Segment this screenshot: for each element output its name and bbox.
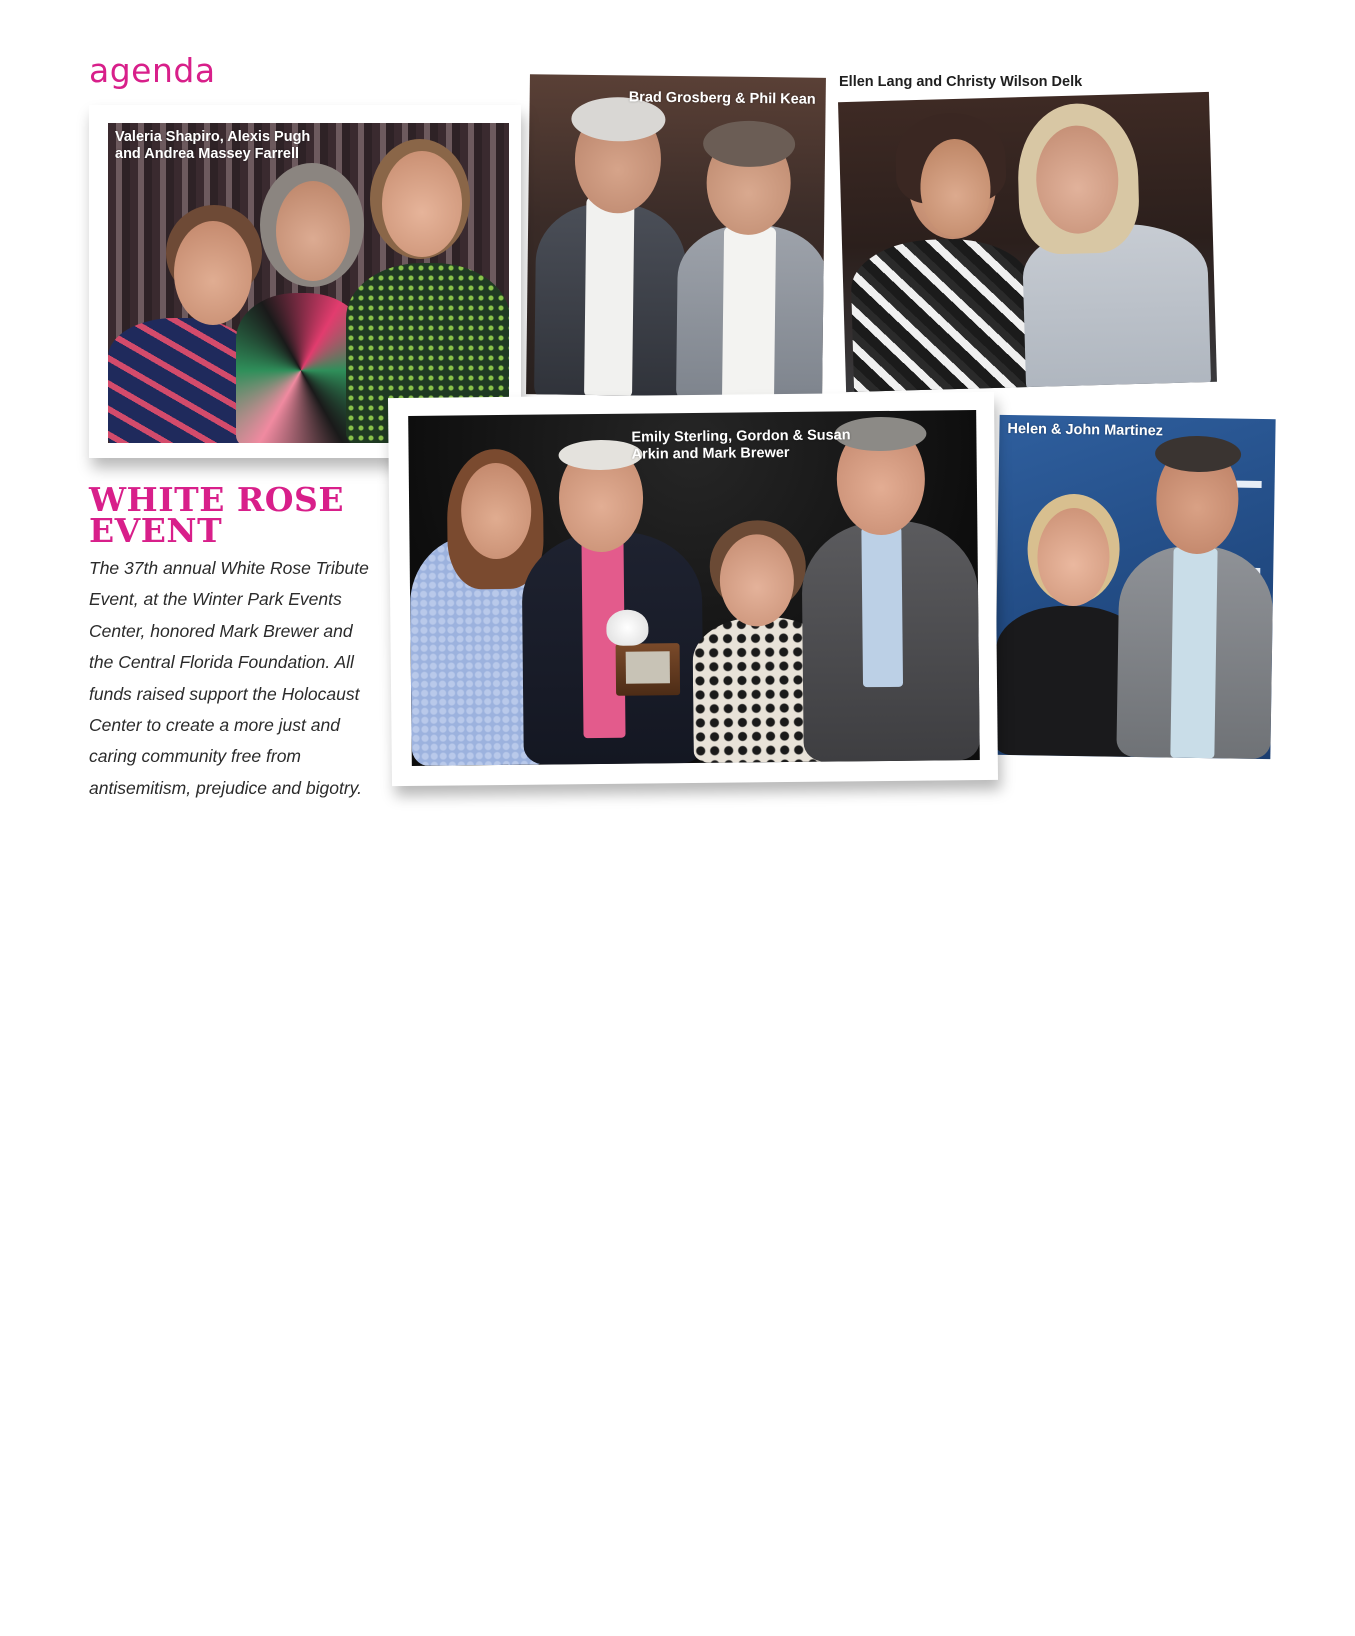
- headline-line: EVENT: [89, 511, 223, 550]
- section-label: agenda: [89, 51, 216, 90]
- photo-martinez: [994, 415, 1275, 759]
- article-body: The 37th annual White Rose Tribute Event, at the Winter Park Events Center, honored Mark Brewer and the Central Florida Foundation. All funds raised support the Holocaust Center to create a more just and caring community free from antisemitism, prejudice and bigotry.: [89, 558, 369, 798]
- person-figure: [584, 197, 634, 398]
- person-head: [382, 151, 462, 257]
- photo-image: [408, 410, 980, 766]
- person-head: [719, 534, 794, 627]
- photo-grosberg-kean: [526, 74, 826, 398]
- person-figure: [861, 527, 903, 687]
- photo-lang-delk: [838, 92, 1217, 392]
- article-headline: [89, 480, 379, 550]
- person-figure: [1170, 548, 1217, 759]
- photo-caption: Valeria Shapiro, Alexis Pugh and Andrea Massey Farrell: [115, 129, 311, 162]
- person-figure: [108, 318, 253, 443]
- person-figure: [850, 237, 1034, 392]
- photo-sterling-arkin-brewer: [388, 392, 998, 786]
- photo-caption: Brad Grosberg & Phil Kean: [628, 89, 816, 108]
- headline-line: WHITE ROSE: [89, 480, 345, 519]
- person-hair: [703, 120, 796, 167]
- photo-caption: Emily Sterling, Gordon & Susan Arkin and Mark Brewer: [631, 427, 851, 463]
- photo-caption: Ellen Lang and Christy Wilson Delk: [839, 74, 1083, 90]
- person-head: [276, 181, 350, 281]
- person-head: [461, 463, 532, 560]
- person-figure: [722, 227, 776, 398]
- photo-caption: Helen & John Martinez: [1007, 420, 1164, 440]
- white-rose-icon: [606, 609, 648, 645]
- person-head: [174, 221, 252, 325]
- award-plaque: [616, 643, 681, 696]
- photo-image: [108, 123, 509, 443]
